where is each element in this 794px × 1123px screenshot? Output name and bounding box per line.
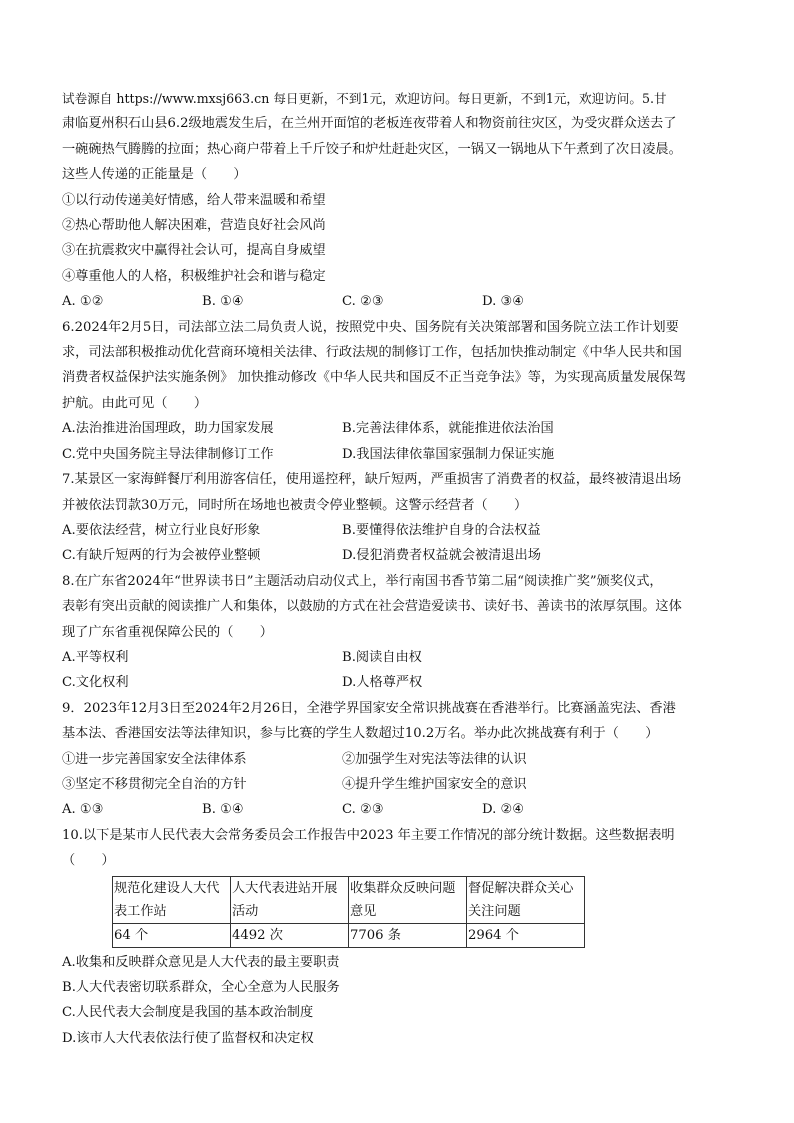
answer-options-row xyxy=(62,518,742,543)
option-b: B.完善法律体系，就能推进依法治国 xyxy=(342,421,554,437)
statements-row xyxy=(62,772,742,797)
option-d: D. ②④ xyxy=(482,802,525,818)
question-7 xyxy=(62,467,742,569)
question-stem-line: 表彰有突出贡献的阅读推广人和集体，以鼓励的方式在社会营造爱读书、读好书、善读书的浓厚氛围。这体 xyxy=(62,599,682,615)
question-8 xyxy=(62,569,742,696)
option-c: C.党中央国务院主导法律制修订工作 xyxy=(62,446,274,462)
option-a: A.法治推进治国理政，助力国家发展 xyxy=(62,421,274,437)
statement-4: ④尊重他人的人格，积极维护社会和谐与稳定 xyxy=(62,268,326,284)
answer-options-row xyxy=(62,670,742,695)
option-b: B. ①④ xyxy=(202,802,244,818)
option-b: B.阅读自由权 xyxy=(342,649,422,665)
question-stem-line: 求，司法部积极推动优化营商环境相关法律、行政法规的制修订工作，包括加快推动制定《中华人民共和国 xyxy=(62,345,682,361)
exam-page xyxy=(62,86,742,1051)
table-cell: 4492 次 xyxy=(231,923,349,947)
statement-2: ②加强学生对宪法等法律的认识 xyxy=(342,751,527,767)
question-stem-line: 9．2023年12月3日至2024年2月26日，全港学界国家安全常识挑战赛在香港举行。比赛涵盖宪法、香港 xyxy=(62,700,676,716)
question-10 xyxy=(62,823,742,1051)
statistics-table xyxy=(112,876,585,948)
option-d: D.该市人大代表依法行使了监督权和决定权 xyxy=(62,1030,314,1046)
table-header-cell: 规范化建设人大代表工作站 xyxy=(113,876,231,923)
table-cell: 64 个 xyxy=(113,923,231,947)
question-stem-line: 消费者权益保护法实施条例》 加快推动修改《中华人民共和国反不正当竞争法》等，为实现高质量发展保驾 xyxy=(62,370,687,386)
statement-3: ③在抗震救灾中赢得社会认可，提高自身威望 xyxy=(62,243,326,259)
question-stem-line: 护航。由此可见（ ） xyxy=(62,395,208,411)
table-header-row xyxy=(113,876,585,923)
question-stem-line: 现了广东省重视保障公民的（ ） xyxy=(62,624,273,640)
option-d: D.我国法律依靠国家强制力保证实施 xyxy=(342,446,555,462)
option-b: B.人大代表密切联系群众，全心全意为人民服务 xyxy=(62,980,340,995)
table-row xyxy=(113,923,585,947)
answer-options-row xyxy=(62,645,742,670)
option-a: A.平等权利 xyxy=(62,649,129,665)
question-stem-line: 一碗碗热气腾腾的拉面；热心商户带着上千斤饺子和炉灶赶赴灾区，一锅又一锅地从下午煮到了次日凌晨。 xyxy=(62,141,682,157)
question-stem-line: 肃临夏州积石山县6.2级地震发生后，在兰州开面馆的老板连夜带着人和物资前往灾区，为受灾群众送去了 xyxy=(62,116,677,132)
statement-3: ③坚定不移贯彻完全自治的方针 xyxy=(62,776,247,792)
question-stem-line: 8.在广东省2024年“世界读书日”主题活动启动仪式上，举行南国书香节第二届“阅读推广奖”颁奖仪式， xyxy=(62,573,663,589)
answer-options-row xyxy=(62,416,742,441)
statement-4: ④提升学生维护国家安全的意识 xyxy=(342,776,527,792)
option-a: A. ①③ xyxy=(62,802,104,818)
source-header-line: 试卷源自 https://www.mxsj663.cn 每日更新，不到1元，欢迎访问。每日更新，不到1元，欢迎访问。5.甘 xyxy=(62,91,667,106)
question-stem-line: 并被依法罚款30万元，同时所在场地也被责令停业整顿。这警示经营者（ ） xyxy=(62,497,528,513)
question-stem-line: 基本法、香港国安法等法律知识，参与比赛的学生人数超过10.2万名。举办此次挑战赛有利于（ ） xyxy=(62,726,659,742)
option-c: C.有缺斤短两的行为会被停业整顿 xyxy=(62,548,261,564)
answer-options xyxy=(62,289,742,314)
statement-1: ①进一步完善国家安全法律体系 xyxy=(62,751,247,767)
option-d: D.侵犯消费者权益就会被清退出场 xyxy=(342,548,541,564)
option-a: A.收集和反映群众意见是人大代表的最主要职责 xyxy=(62,954,340,970)
table-header-cell: 收集群众反映问题意见 xyxy=(349,876,467,923)
question-5 xyxy=(62,111,742,314)
option-c: C.文化权利 xyxy=(62,675,129,691)
table-cell: 2964 个 xyxy=(467,923,585,947)
question-stem-line: （ ） xyxy=(62,853,115,869)
question-stem-line: 7.某景区一家海鲜餐厅利用游客信任，使用遥控秤，缺斤短两，严重损害了消费者的权益，最终被清退出场 xyxy=(62,472,682,488)
option-a: A. ①② xyxy=(62,294,104,310)
table-header-cell: 人大代表进站开展活动 xyxy=(231,876,349,923)
table-header-cell: 督促解决群众关心关注问题 xyxy=(467,876,585,923)
table-cell: 7706 条 xyxy=(349,923,467,947)
question-6 xyxy=(62,315,742,467)
question-9 xyxy=(62,696,742,823)
statements-row xyxy=(62,747,742,772)
question-stem-line: 10.以下是某市人民代表大会常务委员会工作报告中2023 年主要工作情况的部分统计数据。这些数据表明 xyxy=(62,827,675,843)
option-d: D.人格尊严权 xyxy=(342,675,423,691)
answer-options xyxy=(62,797,742,822)
option-c: C. ②③ xyxy=(342,802,384,818)
question-stem-line: 这些人传递的正能量是（ ） xyxy=(62,167,247,183)
answer-options-row xyxy=(62,543,742,568)
option-c: C.人民代表大会制度是我国的基本政治制度 xyxy=(62,1005,314,1021)
statement-1: ①以行动传递美好情感，给人带来温暖和希望 xyxy=(62,192,326,208)
option-b: B.要懂得依法维护自身的合法权益 xyxy=(342,522,541,538)
option-a: A.要依法经营，树立行业良好形象 xyxy=(62,522,261,538)
statement-2: ②热心帮助他人解决困难，营造良好社会风尚 xyxy=(62,218,326,234)
question-stem-line: 6.2024年2月5日，司法部立法二局负责人说，按照党中央、国务院有关决策部署和国务院立法工作计划要 xyxy=(62,319,679,335)
option-b: B. ①④ xyxy=(202,294,244,310)
option-d: D. ③④ xyxy=(482,294,525,310)
option-c: C. ②③ xyxy=(342,294,384,310)
answer-options-row xyxy=(62,442,742,467)
